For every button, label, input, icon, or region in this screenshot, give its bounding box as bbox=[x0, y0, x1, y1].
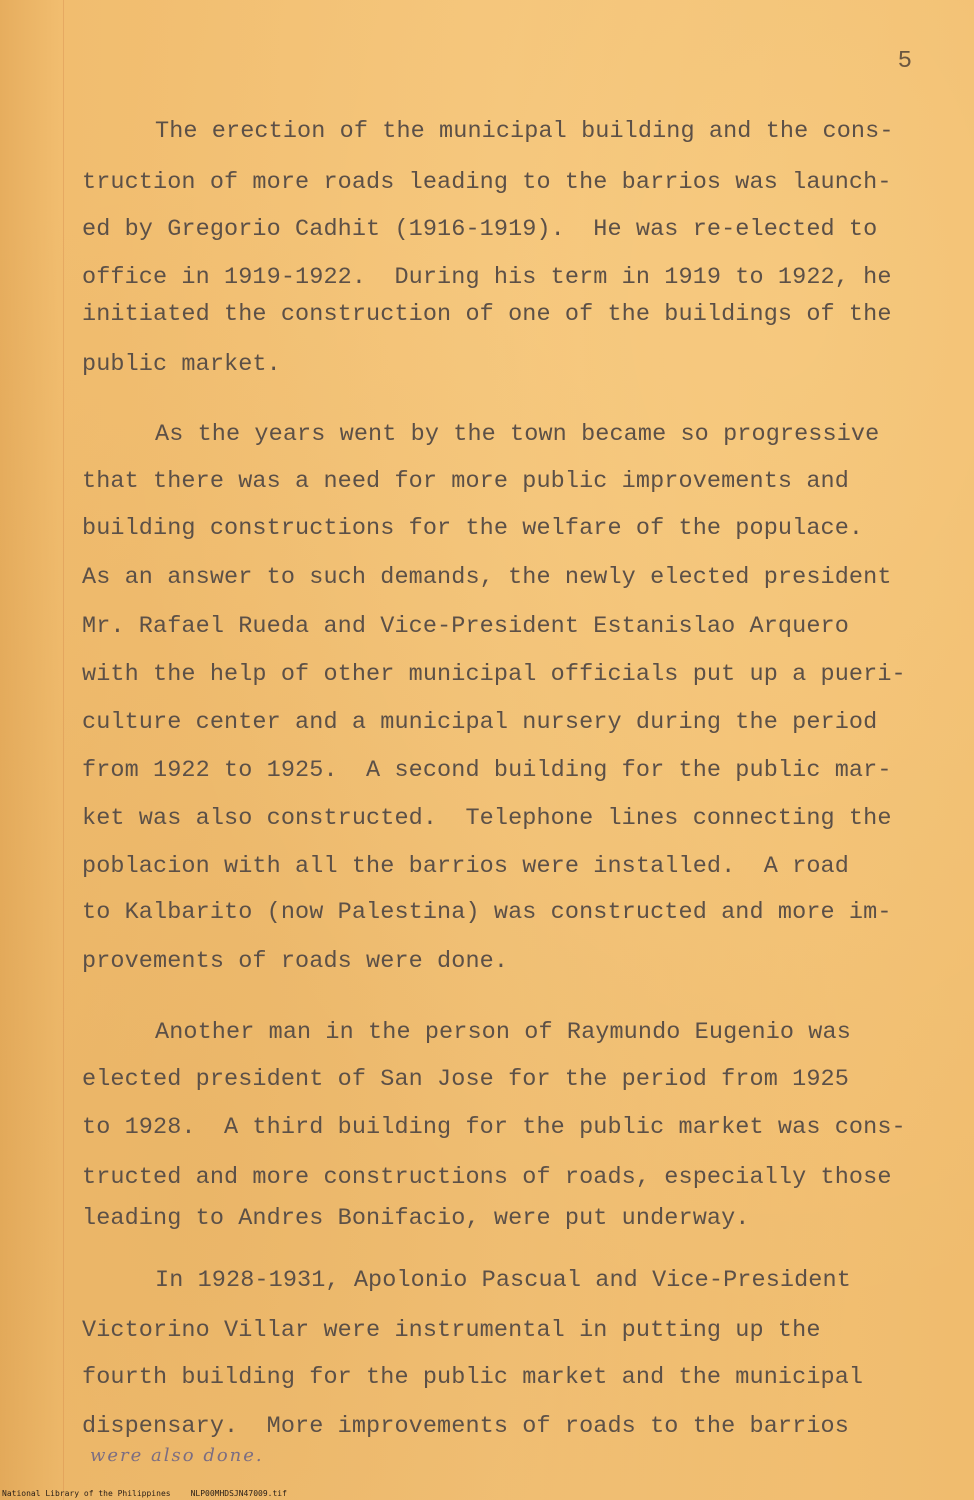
text-line: ket was also constructed. Telephone lines connecting the bbox=[82, 805, 892, 832]
text-line: As an answer to such demands, the newly elected president bbox=[82, 564, 892, 591]
text-line: office in 1919-1922. During his term in 1919 to 1922, he bbox=[82, 264, 892, 291]
scan-footer bbox=[2, 1489, 307, 1498]
margin-line bbox=[63, 0, 64, 1500]
text-line: Mr. Rafael Rueda and Vice-President Estanislao Arquero bbox=[82, 613, 849, 640]
text-line: elected president of San Jose for the period from 1925 bbox=[82, 1066, 849, 1093]
text-line: tructed and more constructions of roads, especially those bbox=[82, 1164, 892, 1191]
text-line: provements of roads were done. bbox=[82, 948, 509, 975]
text-line: In 1928-1931, Apolonio Pascual and Vice-President bbox=[155, 1267, 851, 1294]
text-line: poblacion with all the barrios were installed. A road bbox=[82, 853, 849, 880]
text-line: ed by Gregorio Cadhit (1916-1919). He was re-elected to bbox=[82, 216, 878, 243]
text-line: culture center and a municipal nursery during the period bbox=[82, 709, 878, 736]
text-line: leading to Andres Bonifacio, were put underway. bbox=[82, 1205, 750, 1232]
text-line: with the help of other municipal officials put up a pueri- bbox=[82, 661, 906, 688]
footer-file-id: NLP00MHDSJN47009.tif bbox=[190, 1489, 287, 1498]
text-line: As the years went by the town became so progressive bbox=[155, 421, 880, 448]
text-line: truction of more roads leading to the barrios was launch- bbox=[82, 169, 892, 196]
page-number: 5 bbox=[897, 48, 912, 75]
text-line: that there was a need for more public improvements and bbox=[82, 468, 849, 495]
text-line: to 1928. A third building for the public market was cons- bbox=[82, 1114, 906, 1141]
text-line: to Kalbarito (now Palestina) was constructed and more im- bbox=[82, 899, 892, 926]
text-line: dispensary. More improvements of roads to the barrios bbox=[82, 1413, 849, 1440]
text-line: initiated the construction of one of the buildings of the bbox=[82, 301, 892, 328]
text-line: from 1922 to 1925. A second building for the public mar- bbox=[82, 757, 892, 784]
text-line: The erection of the municipal building and the cons- bbox=[155, 118, 894, 145]
text-line: Another man in the person of Raymundo Eugenio was bbox=[155, 1019, 851, 1046]
text-line: public market. bbox=[82, 351, 281, 378]
text-line: Victorino Villar were instrumental in putting up the bbox=[82, 1317, 821, 1344]
footer-library: National Library of the Philippines bbox=[2, 1489, 171, 1498]
text-line: fourth building for the public market and the municipal bbox=[82, 1364, 864, 1391]
text-line: building constructions for the welfare of the populace. bbox=[82, 515, 864, 542]
handwritten-note: were also done. bbox=[90, 1445, 264, 1466]
